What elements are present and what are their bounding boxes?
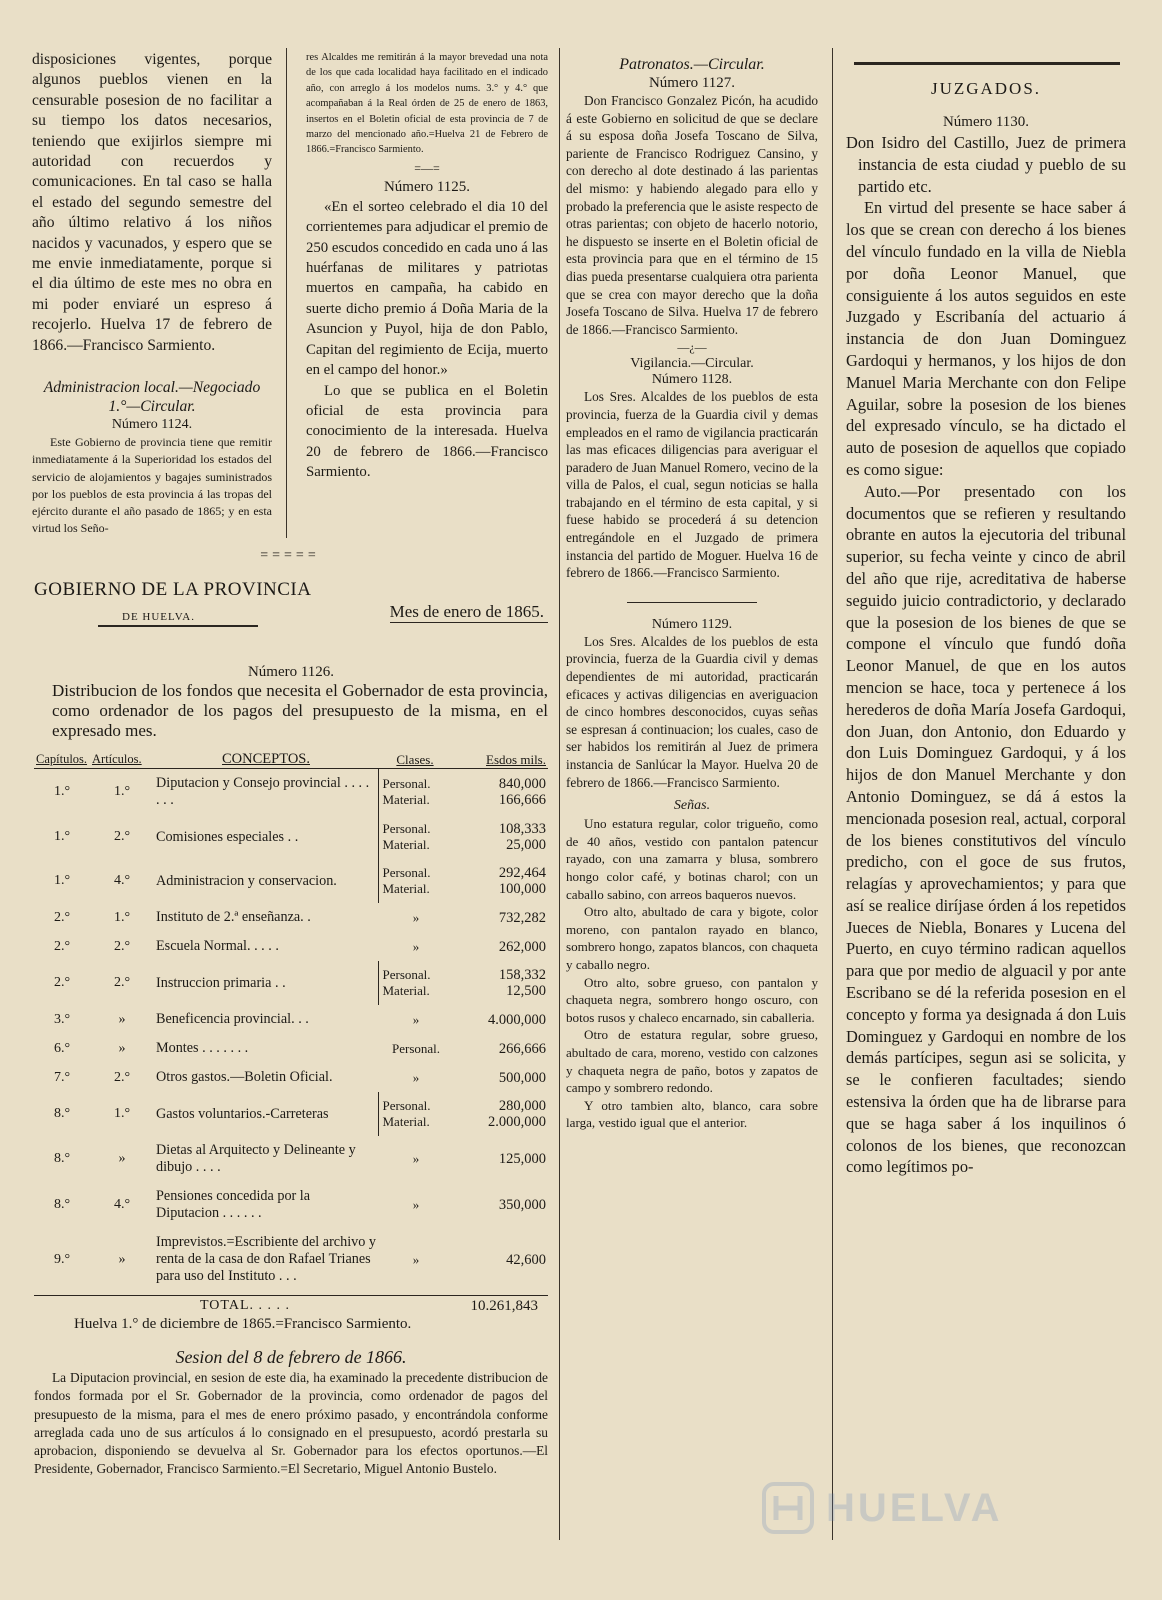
col3-paragraph-3: Los Sres. Alcaldes de los pueblos de esta provincia, fuerza de la Guardia civil y demas dependientes de mi autoridad, practicarán eficaces y activas diligencias en averiguacion de cinco hombres desconocidos, cuyas señas se espresan á continuacion; los cuales, caso de ser habidos los remitirán al Juez de primera instancia de Sanlúcar la Mayor. Huelva 20 de febrero de 1866.—Francisco Sarmiento. [566,633,818,790]
table-row [34,1228,548,1291]
row-clases [378,1228,452,1291]
gobierno-block [34,578,548,1548]
column-1 [32,50,272,550]
col1-paragraph-2: Este Gobierno de provincia tiene que remitir inmediatamente á la Superioridad los estados del servicio de alojamientos y bagajes suministrados por los pueblos de esta provincia á las tropas del ejército durante el año pasado de 1865; y en esta virtud los Seño- [32,435,272,536]
table-row [34,961,548,1005]
column-rule-2 [559,48,560,1540]
row-clase: Material. [382,837,430,852]
row-clase: Material. [382,792,430,807]
month-heading: Mes de enero de 1865. [390,602,548,623]
row-capitulo: 2.° [53,938,71,954]
row-concepto: Imprevistos.=Escribiente del archivo y renta de la casa de don Rafael Trianes para uso del Instituto . . . [156,1234,376,1284]
row-clases [378,1136,452,1182]
table-footer: Huelva 1.° de diciembre de 1865.=Francisco Sarmiento. [74,1316,412,1332]
table-row [34,1182,548,1228]
row-concepto: Beneficencia provincial. . . [156,1011,309,1027]
row-concepto: Pensiones concedida por la Diputacion . . . . . . [156,1188,311,1221]
row-capitulo: 1.° [53,829,71,844]
row-clase: » [412,938,420,954]
row-valor: 158,332 [498,967,546,983]
row-articulo: 2.° [113,975,131,990]
row-valor: 292,464 [498,865,546,881]
row-valor: 266,666 [498,1040,546,1057]
row-valores [452,1034,548,1063]
column-rule-1 [286,48,287,538]
sesion-text: La Diputacion provincial, en sesion de este dia, ha examinado la precedente distribucion de fondos formada por el Sr. Gobernador de la provincia, como ordenador de pagos del presupuesto de la misma, para el mes de enero próximo pasado, y encontrándola conforme arreglada cada uno de sus artículos á lo consignado en el presupuesto, acordó prestarla su aprobacion, disponiendo se devuelva al Sr. Gobernador para los efectos oportunos.—El Presidente, Gobernador, Francisco Sarmiento.=El Secretario, Miguel Antonio Bustelo. [34,1370,548,1477]
juzgados-paragraph-2: Auto.—Por presentado con los documentos que se refieren y resultando obrante en autos la ejecutoria del tribunal superior, su fecha veinte y cinco de abril del año que rije, acreditativa de haberse seguido juicio contradictorio, y declarado que la posesion de los bienes de que se compone el vínculo que fundó doña Leonor Manuel, de que en los autos mencion se hace, toca y pertenece á los herederos de doña María Josefa Gardoqui, don Juan, don Antonio, don Eduardo y don Luis Dominguez Gardoqui, y á los hijos de don Manuel Merchante y don Antonio Dominguez, se dá á estos la mencionada posesion real, actual, corporal de los bienes constitutivos del vínculo predicho, con el goce de sus frutos, relagías y aprovechamientos; y para que así se realice diríjase órden á los repetidos Jueces de Niebla, Bonares y Lucena del Puerto, en cuyo término radican aquellos para que por medio de alguacil y por ante Escribano se dé la referida posesion en el concepto y forma ya designada á don Luis Dominguez y Gardoqui en nombre de los demás partícipes, segun asi se solicita, y se le confieren facultades; siendo estensiva la órden que ha de librarse para que se haga saber á los inquilinos ó colonos de los bienes, que reconozcan como legítimos po- [846,481,1126,1177]
row-articulo: 4.° [113,1197,131,1212]
row-valor: 280,000 [498,1098,546,1114]
row-valores [452,932,548,961]
row-valor: 732,282 [498,909,546,926]
row-capitulo: 3.° [53,1011,71,1027]
row-clase: Personal. [382,967,431,982]
row-clase: Personal. [382,776,431,791]
col1-paragraph-1: disposiciones vigentes, porque algunos pueblos vienen en la censurable posesion de no facilitar a su tiempo los datos necesarios, teniendo que exijirlos siempre mi autoridad con recuerdos y comunicaciones. En tal caso se halla el estado del segundo semestre del año último relativo á los niños nacidos y vacunados, y espero que se me envie inmediatamente, porque si el dia último de este mes no obra en mi poder enviaré un espreso á recojerlo. Huelva 17 de febrero de 1866.—Francisco Sarmiento. [32,51,272,354]
row-clase: Personal. [382,865,431,880]
column-rule-3 [832,48,833,1540]
row-valores [452,1182,548,1228]
row-clase: » [412,909,420,925]
row-clase: Personal. [382,821,431,836]
distribution-table [34,751,548,1291]
row-articulo: 2.° [113,938,131,954]
row-valores [452,1092,548,1136]
row-clases [378,1092,452,1136]
number-1125: Número 1125. [383,178,471,195]
number-1126: Número 1126. [247,664,335,680]
row-capitulo: 1.° [53,873,71,888]
col2-paragraph-3: Lo que se publica en el Boletin oficial de esta provincia para conocimiento de la interesada. Huelva 20 de febrero de 1866.—Francisco Sarmiento. [306,382,548,481]
row-valores [452,1136,548,1182]
senas-1: Uno estatura regular, color trigueño, como de 40 años, vestido con pantalon patencur rayado, con una zamarra y blusa, sombrero hongo color café, y botinas charol; con un caballo sabino, con arreos baqueros nuevos. [566,816,818,902]
row-concepto: Escuela Normal. . . . . [156,938,279,954]
distribution-description: Distribucion de los fondos que necesita el Gobernador de esta provincia, como ordenador de los pagos del presupuesto de la misma, en el expresado mes. [52,681,548,740]
row-capitulo: 8.° [53,1151,71,1166]
watermark-text: HUELVA [826,1485,1003,1530]
row-clase: » [412,1251,420,1267]
juzgados-title: JUZGADOS. [930,79,1042,98]
table-row [34,859,548,903]
row-valores [452,903,548,932]
column-2 [306,50,548,550]
row-capitulo: 8.° [53,1197,71,1212]
row-clase: Personal. [391,1040,441,1056]
row-concepto: Instruccion primaria . . [156,974,286,991]
juzgados-paragraph-1: En virtud del presente se hace saber á los que se crean con derecho á los bienes del vínculo fundado en la villa de Niebla por doña Leonor Manuel, que consiguiente á los autos seguidos en este Juzgado y Escribanía del actuario á instancia de don Juan Dominguez Gardoqui y hermanos, y los hijos de don Manuel Maria Merchante con don Felipe Aguilar, sobre la posesion de los bienes del expresado vínculo, se ha dictado el auto de posesion de aquellos que copiado es como sigue: [846,198,1126,479]
row-concepto: Montes . . . . . . . [156,1040,249,1056]
row-valor: 125,000 [498,1151,546,1167]
table-body [34,769,548,1292]
header-clases: Clases. [396,751,434,767]
header-capitulos: Capítulos. [36,752,88,766]
row-clases [378,815,452,859]
row-capitulo: 7.° [53,1069,71,1085]
watermark-emblem [760,1480,816,1536]
row-valor: 262,000 [498,938,546,955]
separator-mid: ===== [260,548,320,563]
senas-2: Otro alto, abultado de cara y bigote, color moreno, con pantalon rayado en blanco, sombrero hongo, zapatos blancos, con chaqueta y caballo negro. [566,904,818,972]
table-row [34,903,548,932]
watermark-logo [760,1478,1060,1538]
number-1124: Número 1124. [111,417,193,433]
row-capitulo: 2.° [53,975,71,990]
table-row [34,1063,548,1092]
separator-2: —¿— [677,340,707,355]
row-capitulo: 2.° [53,909,71,925]
table-header [34,751,548,769]
row-clase: » [412,1151,420,1166]
row-concepto: Instituto de 2.ª enseñanza. . [156,909,311,925]
row-valor: 840,000 [498,776,546,792]
row-valor: 4.000,000 [488,1011,546,1028]
row-clase: Material. [382,881,430,896]
total-label: TOTAL. . . . . [200,1298,291,1313]
row-concepto: Administracion y conservacion. [156,872,337,889]
vigilancia-heading: Vigilancia.—Circular. [630,356,754,372]
row-clases [378,1034,452,1063]
header-articulos: Artículos. [92,752,142,766]
senas-5: Y otro tambien alto, blanco, cara sobre larga, vestido igual que el anterior. [566,1097,818,1131]
row-clase: Material. [382,983,430,998]
row-valores [452,1005,548,1034]
row-clases [378,1005,452,1034]
table-row [34,1034,548,1063]
row-concepto: Dietas al Arquitecto y Delineante y dibujo . . . . [156,1142,356,1175]
row-articulo: 2.° [113,1069,131,1085]
table-row [34,815,548,859]
column-4 [846,78,1126,1548]
row-clase: » [412,1011,420,1027]
row-capitulo: 1.° [53,784,71,799]
col2-paragraph-2: «En el sorteo celebrado el dia 10 del corrientemes para adjudicar el premio de 250 escudos concedido en cada uno á las huérfanas de militares y patriotas muertos en campaña, ha cabido en suerte dicho premio á Doña Maria de la Asuncion y Puyol, hija de don Pablo, Capitan del regimiento de Ecija, muerto en el campo del honor.» [306,198,548,379]
row-valores [452,815,548,859]
table-row [34,1005,548,1034]
senas-4: Otro de estatura regular, sobre grueso, abultado de cara, moreno, vestido con calzones y chaqueta negra de paño, botos y zapatos de campo y sombrero redondo. [566,1027,818,1096]
header-conceptos: CONCEPTOS. [222,751,310,767]
row-articulo: 4.° [113,873,131,888]
row-concepto: Gastos voluntarios.-Carreteras [156,1105,329,1122]
ornament-rule [98,625,258,627]
separator-1: =—= [414,160,440,175]
senas-heading: Señas. [673,798,711,814]
row-valores [452,1228,548,1291]
row-articulo: 1.° [113,784,131,799]
row-clases [378,859,452,903]
table-row [34,932,548,961]
row-articulo: » [118,1011,126,1027]
row-valor: 25,000 [506,837,546,853]
number-1128: Número 1128. [651,372,733,388]
gobierno-subtitle: DE HUELVA. [122,611,195,623]
number-1130: Número 1130. [942,114,1030,130]
row-articulo: » [118,1251,126,1267]
row-valores [452,1063,548,1092]
row-articulo: 1.° [113,909,131,925]
row-capitulo: 9.° [53,1251,71,1267]
row-clases [378,1182,452,1228]
admin-heading: Administracion local.—Negociado 1.°—Circular. [43,379,261,416]
col2-paragraph-1: res Alcaldes me remitirán á la mayor brevedad una nota de los que cada localidad haya facilitado en el indicado año, con arreglo á los modelos nums. 3.° y 4.° que acompañaban á la Real órden de 25 de enero de 1863, insertos en el Boletin oficial de esta provincia de 7 de marzo del mencionado año.=Huelva 21 de Febrero de 1866.=Francisco Sarmiento. [306,52,548,156]
col3-paragraph-1: Don Francisco Gonzalez Picón, ha acudido á este Gobierno en solicitud de que se declare á su esposa doña Josefa Toscano de Silva, pariente de Francisco Rodriguez Cansino, y con derecho al dote destinado á las parientas del mismo: y habiendo alegado para ello y probado la preferencia que le asiste respecto de otras parientas; con objeto de hacerlo notorio, he dispuesto se inserte en el Boletin oficial de esta provincia para que en el término de 15 dias pueda presentarse cualquiera otra parienta que se crea con mayor derecho que la doña Josefa Toscano de Silva. Huelva 17 de febrero de 1866.—Francisco Sarmiento. [566,93,818,337]
row-valor: 100,000 [498,881,546,897]
row-clase: Personal. [382,1098,431,1113]
juzgados-intro: Don Isidro del Castillo, Juez de primera instancia de esta ciudad y pueblo de su partido etc. [846,133,1126,196]
sesion-title: Sesion del 8 de febrero de 1866. [175,1347,407,1367]
row-valor: 42,600 [506,1251,546,1268]
row-clases [378,961,452,1005]
row-capitulo: 8.° [53,1106,71,1121]
table-row [34,1136,548,1182]
row-articulo: 1.° [113,1106,131,1121]
row-articulo: » [118,1151,126,1166]
row-clases [378,903,452,932]
number-1127: Número 1127. [648,75,736,91]
row-clases [378,932,452,961]
col3-paragraph-2: Los Sres. Alcaldes de los pueblos de esta provincia, fuerza de la Guardia civil y demas empleados en el ramo de vigilancia practicarán las mas eficaces diligencias para averiguar el paradero de Juan Manuel Romero, vecino de la villa de Palos, el cual, segun noticias se halla trabajando en el término de esta capital, y si fuese habido se procederá á su detencion entregándole en el Juzgado de primera instancia del partido de Moguer. Huelva 16 de febrero de 1866.—Francisco Sarmiento. [566,389,818,581]
row-valor: 350,000 [498,1197,546,1213]
row-concepto: Diputacion y Consejo provincial . . . . . . . [156,775,370,808]
juzgados-top-rule [854,62,1120,65]
table-row [34,1092,548,1136]
gobierno-title: GOBIERNO DE LA PROVINCIA [34,579,312,600]
row-valores [452,859,548,903]
table-row [34,769,548,816]
row-clase: » [412,1197,420,1212]
row-concepto: Otros gastos.—Boletin Oficial. [156,1069,333,1085]
row-clase: » [412,1069,420,1085]
section-rule [627,602,757,603]
column-3 [566,56,818,1546]
row-valor: 2.000,000 [488,1114,546,1130]
row-valor: 108,333 [498,821,546,837]
total-value: 10.261,843 [470,1298,538,1314]
senas-3: Otro alto, sobre grueso, con pantalon y chaqueta negra, sombrero hongo oscuro, con botos rusos y chaleco encarnado, sin caballeria. [566,974,818,1025]
row-articulo: 2.° [113,829,131,844]
row-clases [378,769,452,816]
row-valor: 500,000 [498,1069,546,1086]
number-1129: Número 1129. [651,616,733,632]
row-capitulo: 6.° [53,1040,71,1056]
row-valores [452,961,548,1005]
row-clases [378,1063,452,1092]
row-valor: 12,500 [506,983,546,999]
row-valor: 166,666 [498,792,546,808]
row-articulo: » [118,1040,126,1056]
row-valores [452,769,548,816]
row-concepto: Comisiones especiales . . [156,828,299,845]
row-clase: Material. [382,1114,430,1129]
patronatos-heading: Patronatos.—Circular. [619,56,765,73]
header-escudos: Esdos mils. [486,751,546,767]
